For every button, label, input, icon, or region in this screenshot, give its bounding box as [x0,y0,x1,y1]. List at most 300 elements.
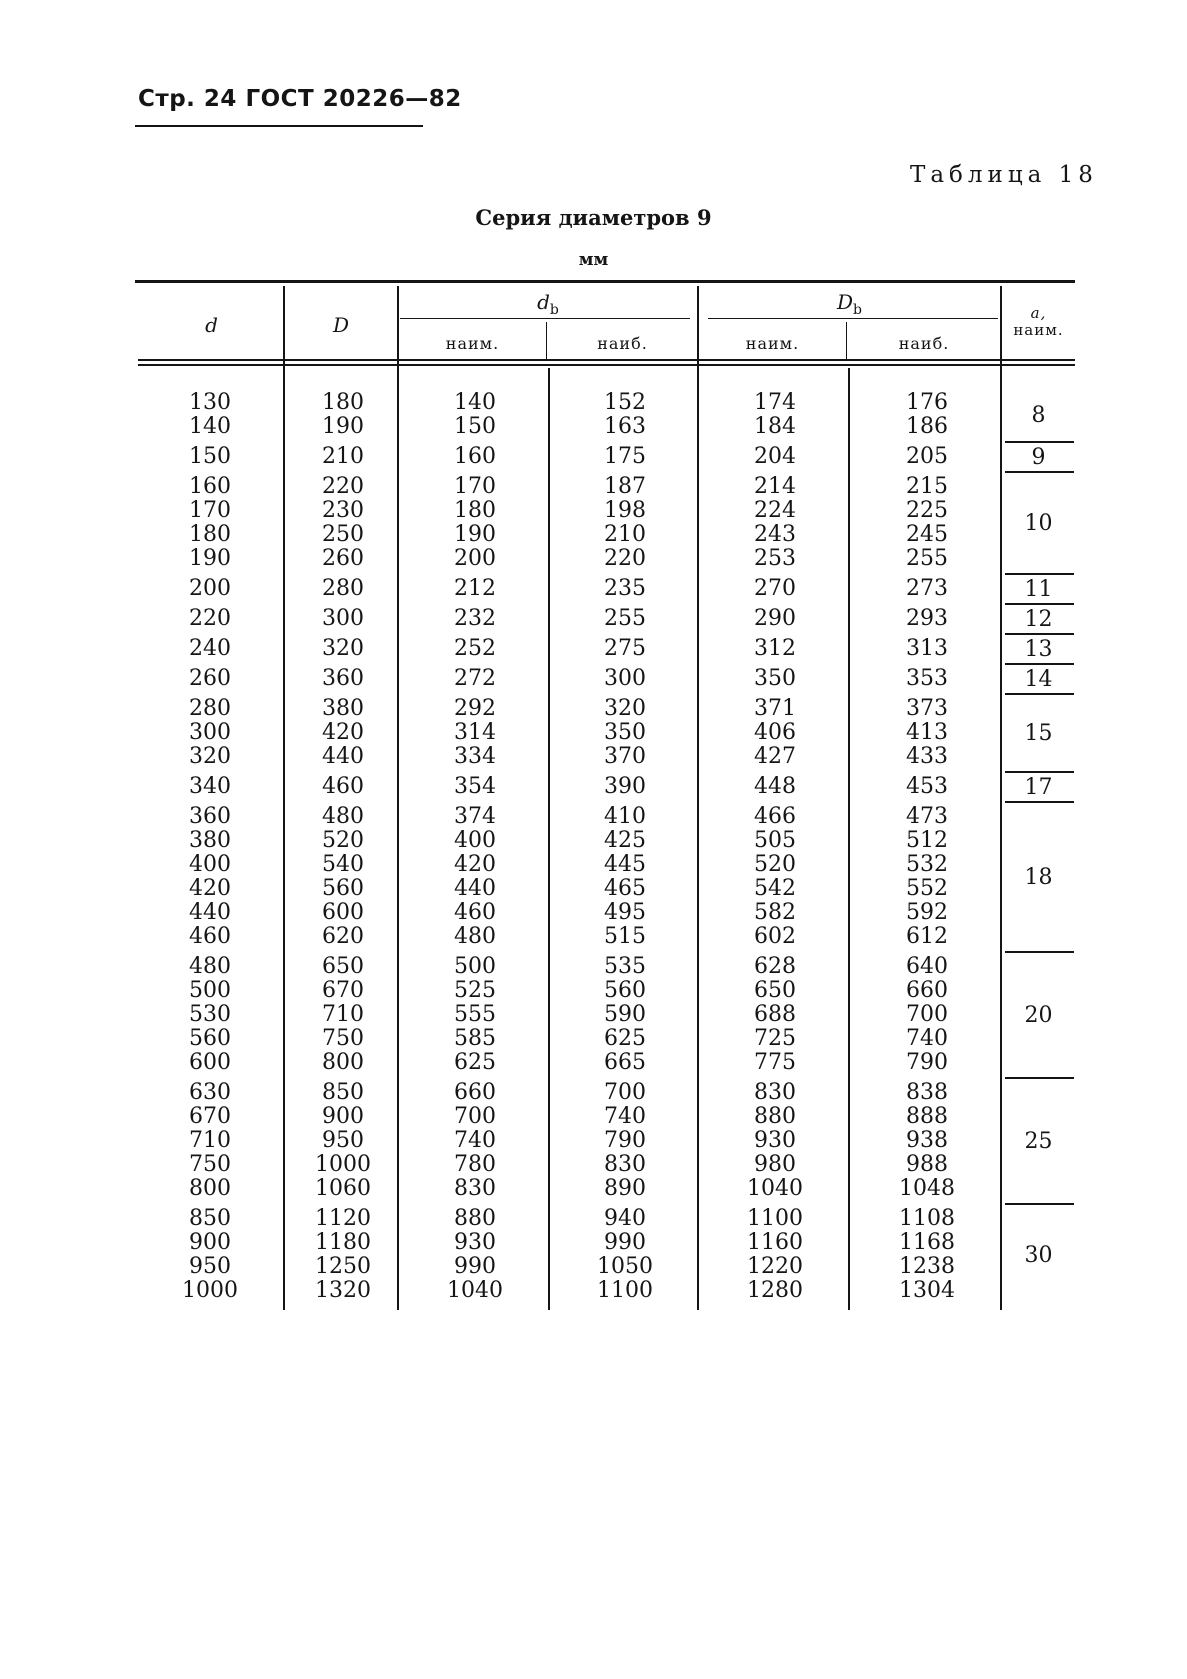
cell-D: 1320 [315,1278,371,1303]
column-divider [546,322,547,359]
row-group [400,388,550,442]
cell-d: 710 [189,1128,231,1153]
cell-db-min: 180 [454,498,496,523]
a-value: 10 [1024,510,1053,536]
cell-Db-max: 186 [906,414,948,439]
row-group [268,472,418,574]
cell-Db-max: 205 [906,444,948,469]
cell-db-min: 334 [454,744,496,769]
row-group [1002,802,1075,952]
cell-Db-min: 406 [754,720,796,745]
cell-d: 360 [189,804,231,829]
table-label: Таблица 18 [910,162,1098,188]
row-group [268,604,418,634]
row-group [1002,574,1075,604]
row-group [550,664,700,694]
cell-db-min: 990 [454,1254,496,1279]
row-group [700,1204,850,1306]
cell-db-max: 445 [604,852,646,877]
cell-d: 170 [189,498,231,523]
cell-db-min: 700 [454,1104,496,1129]
cell-d: 150 [189,444,231,469]
cell-Db-max: 225 [906,498,948,523]
a-value: 11 [1024,576,1053,602]
cell-D: 950 [322,1128,364,1153]
table-title: Серия диаметров 9 [475,205,712,230]
row-group [852,604,1002,634]
cell-db-max: 990 [604,1230,646,1255]
header-Db-symbol: D [836,290,854,314]
cell-D: 620 [322,924,364,949]
row-group [268,772,418,802]
cell-db-min: 292 [454,696,496,721]
cell-db-min: 354 [454,774,496,799]
row-group [852,388,1002,442]
cell-Db-min: 253 [754,546,796,571]
cell-Db-min: 184 [754,414,796,439]
row-group [135,472,285,574]
cell-db-min: 440 [454,876,496,901]
cell-Db-max: 255 [906,546,948,571]
row-group [550,1204,700,1306]
row-group [268,442,418,472]
cell-Db-max: 1304 [899,1278,955,1303]
cell-Db-min: 1040 [747,1176,803,1201]
header-db-symbol: d [537,290,550,314]
cell-db-max: 163 [604,414,646,439]
running-head [138,86,462,112]
row-group [550,604,700,634]
cell-d: 340 [189,774,231,799]
row-group [550,388,700,442]
a-group-separator [1005,801,1074,803]
a-group-separator [1005,1203,1074,1205]
column-d [135,388,285,1306]
row-group [700,952,850,1078]
cell-db-max: 275 [604,636,646,661]
cell-db-max: 175 [604,444,646,469]
column-D [268,388,418,1306]
row-group [700,472,850,574]
cell-db-min: 625 [454,1050,496,1075]
header-Db-max: наиб. [898,334,950,353]
row-group [400,472,550,574]
header-Db-subscript: b [853,302,862,318]
header-a-note: наим. [1013,321,1064,339]
row-group [852,694,1002,772]
cell-d: 190 [189,546,231,571]
cell-db-min: 555 [454,1002,496,1027]
cell-db-max: 255 [604,606,646,631]
cell-db-min: 200 [454,546,496,571]
cell-Db-max: 552 [906,876,948,901]
column-Db-max [852,388,1002,1306]
cell-db-max: 320 [604,696,646,721]
a-value: 9 [1031,444,1046,470]
cell-db-max: 220 [604,546,646,571]
a-group-separator [1005,441,1074,443]
cell-Db-min: 224 [754,498,796,523]
cell-db-max: 625 [604,1026,646,1051]
a-group-separator [1005,603,1074,605]
row-group [268,664,418,694]
cell-Db-max: 215 [906,474,948,499]
cell-Db-max: 1048 [899,1176,955,1201]
cell-d: 750 [189,1152,231,1177]
cell-Db-min: 520 [754,852,796,877]
cell-D: 360 [322,666,364,691]
a-group-separator [1005,573,1074,575]
row-group [1002,388,1075,442]
cell-d: 850 [189,1206,231,1231]
cell-db-max: 740 [604,1104,646,1129]
cell-Db-min: 174 [754,390,796,415]
row-group [135,952,285,1078]
cell-Db-min: 980 [754,1152,796,1177]
cell-db-min: 740 [454,1128,496,1153]
cell-db-max: 515 [604,924,646,949]
cell-Db-max: 700 [906,1002,948,1027]
cell-d: 320 [189,744,231,769]
cell-d: 900 [189,1230,231,1255]
row-group [400,772,550,802]
row-group [852,802,1002,952]
cell-Db-max: 453 [906,774,948,799]
cell-db-min: 1040 [447,1278,503,1303]
cell-d: 480 [189,954,231,979]
cell-db-min: 212 [454,576,496,601]
page-number: Стр. 24 [138,86,237,112]
cell-db-min: 150 [454,414,496,439]
cell-Db-min: 466 [754,804,796,829]
cell-db-max: 700 [604,1080,646,1105]
cell-Db-max: 273 [906,576,948,601]
cell-db-max: 1050 [597,1254,653,1279]
cell-Db-min: 312 [754,636,796,661]
cell-db-max: 425 [604,828,646,853]
row-group [700,694,850,772]
row-group [852,1078,1002,1204]
cell-Db-max: 660 [906,978,948,1003]
row-group [400,1204,550,1306]
row-group [268,1078,418,1204]
cell-d: 160 [189,474,231,499]
column-Db-min [700,388,850,1306]
cell-Db-min: 542 [754,876,796,901]
units-label: мм [578,250,609,270]
row-group [400,694,550,772]
cell-Db-max: 293 [906,606,948,631]
row-group [700,604,850,634]
cell-Db-min: 880 [754,1104,796,1129]
row-group [400,442,550,472]
cell-D: 900 [322,1104,364,1129]
cell-d: 180 [189,522,231,547]
cell-D: 420 [322,720,364,745]
cell-Db-min: 1220 [747,1254,803,1279]
cell-D: 440 [322,744,364,769]
row-group [550,772,700,802]
row-group [1002,1078,1075,1204]
cell-db-max: 560 [604,978,646,1003]
cell-Db-min: 628 [754,954,796,979]
row-group [550,802,700,952]
cell-db-max: 495 [604,900,646,925]
row-group [1002,604,1075,634]
cell-d: 240 [189,636,231,661]
header-a-symbol: a, [1030,304,1047,322]
column-divider [846,322,847,359]
row-group [700,442,850,472]
cell-Db-min: 1280 [747,1278,803,1303]
cell-Db-max: 640 [906,954,948,979]
column-db-max [550,388,700,1306]
column-db-min [400,388,550,1306]
cell-Db-max: 532 [906,852,948,877]
cell-d: 440 [189,900,231,925]
cell-db-max: 1100 [597,1278,653,1303]
cell-Db-max: 988 [906,1152,948,1177]
row-group [400,574,550,604]
cell-D: 560 [322,876,364,901]
header-db-subscript: b [549,302,559,318]
cell-db-max: 535 [604,954,646,979]
row-group [550,1078,700,1204]
cell-D: 250 [322,522,364,547]
row-group [135,388,285,442]
header-db-max: наиб. [597,334,648,353]
cell-Db-max: 938 [906,1128,948,1153]
cell-D: 460 [322,774,364,799]
cell-d: 140 [189,414,231,439]
header-D: D [332,313,350,337]
a-value: 8 [1031,402,1046,428]
cell-db-max: 410 [604,804,646,829]
cell-Db-max: 888 [906,1104,948,1129]
cell-D: 1060 [315,1176,371,1201]
a-group-separator [1005,771,1074,773]
cell-D: 1000 [315,1152,371,1177]
row-group [135,604,285,634]
row-group [852,442,1002,472]
cell-D: 520 [322,828,364,853]
a-group-separator [1005,663,1074,665]
cell-Db-max: 433 [906,744,948,769]
row-group [135,664,285,694]
cell-Db-min: 602 [754,924,796,949]
cell-d: 400 [189,852,231,877]
header-Db-min: наим. [745,334,800,353]
cell-db-min: 314 [454,720,496,745]
cell-db-max: 790 [604,1128,646,1153]
header-Db [699,290,1000,318]
db-group-rule [400,318,690,319]
row-group [400,1078,550,1204]
row-group [400,952,550,1078]
cell-Db-max: 413 [906,720,948,745]
row-group [700,574,850,604]
cell-db-min: 170 [454,474,496,499]
row-group [268,1204,418,1306]
cell-db-max: 590 [604,1002,646,1027]
cell-D: 1120 [315,1206,371,1231]
row-group [700,802,850,952]
row-group [550,694,700,772]
cell-D: 850 [322,1080,364,1105]
cell-d: 500 [189,978,231,1003]
cell-db-min: 160 [454,444,496,469]
cell-Db-min: 214 [754,474,796,499]
cell-db-min: 930 [454,1230,496,1255]
cell-d: 220 [189,606,231,631]
row-group [852,574,1002,604]
a-group-separator [1005,951,1074,953]
a-group-separator [1005,471,1074,473]
a-value: 14 [1024,666,1053,692]
cell-Db-max: 592 [906,900,948,925]
cell-D: 300 [322,606,364,631]
cell-Db-min: 688 [754,1002,796,1027]
a-value: 18 [1024,864,1053,890]
cell-d: 530 [189,1002,231,1027]
row-group [1002,442,1075,472]
a-value: 13 [1024,636,1053,662]
cell-d: 560 [189,1026,231,1051]
cell-Db-max: 373 [906,696,948,721]
cell-Db-max: 1108 [899,1206,955,1231]
row-group [400,604,550,634]
cell-D: 220 [322,474,364,499]
cell-d: 670 [189,1104,231,1129]
row-group [268,694,418,772]
cell-db-min: 420 [454,852,496,877]
row-group [268,802,418,952]
running-head-rule [135,125,423,127]
cell-d: 1000 [182,1278,238,1303]
cell-Db-min: 290 [754,606,796,631]
cell-db-min: 500 [454,954,496,979]
a-value: 17 [1024,774,1053,800]
row-group [852,634,1002,664]
row-group [852,1204,1002,1306]
cell-db-max: 465 [604,876,646,901]
cell-db-max: 235 [604,576,646,601]
cell-db-max: 152 [604,390,646,415]
Db-group-rule [708,318,998,319]
row-group [852,664,1002,694]
cell-Db-max: 512 [906,828,948,853]
cell-Db-max: 245 [906,522,948,547]
cell-db-max: 890 [604,1176,646,1201]
cell-db-min: 400 [454,828,496,853]
row-group [550,574,700,604]
cell-d: 600 [189,1050,231,1075]
cell-Db-min: 582 [754,900,796,925]
row-group [700,664,850,694]
row-group [135,574,285,604]
cell-Db-min: 1160 [747,1230,803,1255]
cell-Db-max: 353 [906,666,948,691]
row-group [400,664,550,694]
row-group [1002,694,1075,772]
cell-D: 180 [322,390,364,415]
a-value: 12 [1024,606,1053,632]
a-group-separator [1005,633,1074,635]
cell-d: 130 [189,390,231,415]
cell-Db-max: 1168 [899,1230,955,1255]
row-group [550,472,700,574]
a-value: 25 [1024,1128,1053,1154]
header-bottom-rule-2 [138,364,1075,366]
row-group [135,1204,285,1306]
cell-Db-min: 448 [754,774,796,799]
header-db-min: наим. [445,334,500,353]
cell-d: 460 [189,924,231,949]
row-group [268,388,418,442]
cell-db-min: 830 [454,1176,496,1201]
row-group [400,802,550,952]
cell-db-min: 232 [454,606,496,631]
row-group [1002,952,1075,1078]
cell-d: 800 [189,1176,231,1201]
cell-db-min: 272 [454,666,496,691]
cell-db-min: 374 [454,804,496,829]
row-group [550,952,700,1078]
cell-Db-max: 838 [906,1080,948,1105]
cell-D: 380 [322,696,364,721]
row-group [700,772,850,802]
header-bottom-rule [138,359,1075,361]
row-group [268,952,418,1078]
row-group [135,694,285,772]
cell-d: 950 [189,1254,231,1279]
cell-db-min: 480 [454,924,496,949]
row-group [700,634,850,664]
cell-Db-min: 775 [754,1050,796,1075]
row-group [135,1078,285,1204]
cell-db-max: 210 [604,522,646,547]
cell-d: 380 [189,828,231,853]
cell-Db-min: 371 [754,696,796,721]
cell-D: 650 [322,954,364,979]
cell-D: 670 [322,978,364,1003]
cell-db-min: 660 [454,1080,496,1105]
cell-d: 260 [189,666,231,691]
cell-D: 710 [322,1002,364,1027]
cell-db-min: 585 [454,1026,496,1051]
row-group [268,634,418,664]
a-group-separator [1005,1077,1074,1079]
a-value: 15 [1024,720,1053,746]
cell-D: 1180 [315,1230,371,1255]
cell-Db-max: 740 [906,1026,948,1051]
row-group [135,442,285,472]
cell-db-max: 665 [604,1050,646,1075]
column-a [1002,388,1075,1306]
cell-Db-min: 1100 [747,1206,803,1231]
cell-db-min: 780 [454,1152,496,1177]
cell-db-max: 940 [604,1206,646,1231]
cell-Db-min: 650 [754,978,796,1003]
cell-db-min: 252 [454,636,496,661]
header-a [1002,305,1075,339]
cell-db-max: 390 [604,774,646,799]
row-group [135,802,285,952]
cell-Db-min: 725 [754,1026,796,1051]
row-group [400,634,550,664]
table-top-rule [135,280,1075,283]
cell-d: 280 [189,696,231,721]
